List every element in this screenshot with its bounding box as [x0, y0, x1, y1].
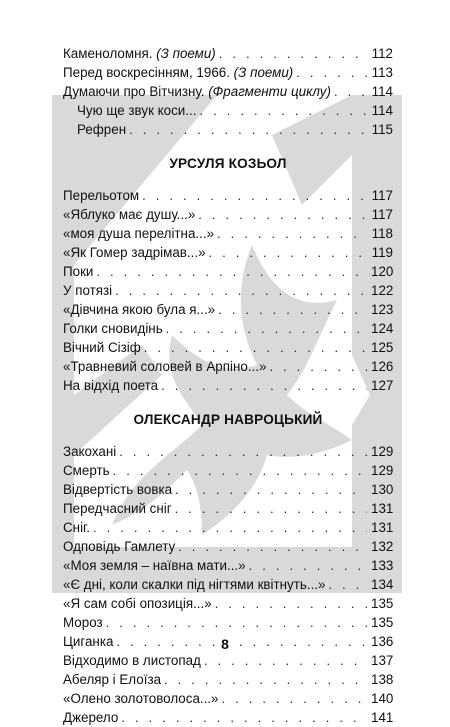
toc-entry: [63, 594, 393, 613]
toc-entry: [63, 186, 393, 205]
dot-leader: [175, 499, 367, 518]
toc-entry-page: 134: [371, 577, 394, 592]
toc-entry: [63, 442, 393, 461]
toc-entry-title-text: «Я сам собі опозиція...»: [63, 596, 212, 611]
dot-leader: [334, 82, 367, 101]
toc-entry-page: 135: [371, 615, 394, 630]
toc-entry: [63, 518, 393, 537]
dot-leader: [175, 480, 367, 499]
toc-entry: [63, 63, 393, 82]
dot-leader: [217, 224, 367, 243]
toc-entry-title-text: «Як Гомер задрімав...»: [63, 245, 206, 260]
toc-entry-title-text: Смерть: [63, 463, 110, 478]
toc-entry: [63, 461, 393, 480]
toc-entry: [63, 480, 393, 499]
toc-entry-title: [63, 651, 201, 670]
toc-entry-title: [63, 556, 246, 575]
toc-entry: [63, 357, 393, 376]
dot-leader: [204, 651, 367, 670]
dot-leader: [209, 243, 367, 262]
table-of-contents: [63, 44, 393, 727]
toc-entry-title-text: Вічний Сізіф: [63, 340, 141, 355]
dot-leader: [106, 613, 367, 632]
toc-entry-title: [63, 300, 215, 319]
toc-entry-title: [63, 575, 325, 594]
dot-leader: [199, 101, 367, 120]
toc-entry-page: 138: [371, 672, 394, 687]
toc-entry-page: 114: [371, 84, 393, 99]
dot-leader: [115, 281, 367, 300]
toc-entry-page: 131: [371, 520, 394, 535]
toc-entry-page: 119: [371, 245, 393, 260]
toc-entry-title-text: Циганка: [63, 634, 114, 649]
toc-entry: [63, 243, 393, 262]
toc-entry-title: [63, 461, 110, 480]
toc-entry-title: [63, 338, 141, 357]
toc-entry: [63, 205, 393, 224]
toc-entry-page: 126: [371, 359, 394, 374]
dot-leader: [129, 120, 367, 139]
toc-entry: [63, 262, 393, 281]
toc-entry-title: [63, 518, 90, 537]
toc-entry-page: 120: [371, 264, 394, 279]
toc-entry: [63, 82, 393, 101]
page-number: 8: [221, 636, 229, 652]
toc-entry-title: [63, 480, 172, 499]
toc-entry-title-text: Поки: [63, 264, 94, 279]
toc-entry-title-text: «Яблуко має душу...»: [63, 207, 196, 222]
dot-leader: [161, 376, 367, 395]
toc-entry-page: 124: [371, 321, 394, 336]
toc-entry-title-text: Голки сновидінь: [63, 321, 163, 336]
toc-entry-title: [63, 376, 158, 395]
toc-entry: [63, 556, 393, 575]
toc-entry-title-text: На відхід поета: [63, 378, 159, 393]
toc-entry-title: [63, 44, 216, 63]
toc-entry-title: [63, 262, 93, 281]
toc-entry-note: (З поеми): [233, 65, 294, 80]
toc-entry-title: [63, 670, 161, 689]
toc-entry: [63, 575, 393, 594]
toc-entry: [63, 537, 393, 556]
toc-entry: [63, 101, 393, 120]
toc-entry-title: [63, 224, 214, 243]
dot-leader: [198, 205, 367, 224]
toc-entry-page: 130: [371, 482, 394, 497]
toc-entry-title-text: Сніг.: [63, 520, 91, 535]
toc-entry-title-text: Відвертість вовка: [63, 482, 173, 497]
dot-leader: [93, 518, 367, 537]
toc-entry: [63, 670, 393, 689]
toc-entry-title: [63, 689, 219, 708]
toc-entry-title: [63, 499, 172, 518]
toc-entry-title: [77, 101, 196, 120]
toc-entry-page: 118: [371, 226, 393, 241]
dot-leader: [144, 338, 367, 357]
toc-entry-title-text: «Олено золотоволоса...»: [63, 691, 219, 706]
toc-entry-title: [63, 186, 139, 205]
toc-entry: [63, 499, 393, 518]
toc-entry-page: 125: [371, 340, 394, 355]
dot-leader: [164, 670, 367, 689]
toc-entry-title: [63, 357, 266, 376]
toc-entry-page: 129: [371, 463, 394, 478]
toc-entry-title-text: Абеляр і Елоїза: [63, 672, 162, 687]
dot-leader: [96, 262, 367, 281]
toc-entry-note: (З поеми): [156, 46, 216, 61]
dot-leader: [166, 319, 367, 338]
dot-leader: [215, 594, 367, 613]
toc-entry-page: 113: [371, 65, 393, 80]
toc-entry-page: 131: [371, 501, 394, 516]
toc-entry-title-text: Мороз: [63, 615, 103, 630]
toc-entry-title: [63, 442, 116, 461]
toc-entry-page: 122: [371, 283, 394, 298]
dot-leader: [178, 537, 367, 556]
toc-entry-page: 133: [371, 558, 394, 573]
toc-entry: [63, 300, 393, 319]
toc-entry-title: [63, 319, 163, 338]
toc-entry-title-text: Перед воскресінням, 1966.: [63, 65, 230, 80]
toc-entry-page: 123: [371, 302, 394, 317]
toc-entry-title: [63, 205, 195, 224]
toc-entry: [63, 708, 393, 727]
dot-leader: [119, 442, 367, 461]
toc-entry: [63, 613, 393, 632]
toc-entry-title: [63, 281, 112, 300]
toc-entry-title-text: Закохані: [63, 444, 117, 459]
toc-entry: [63, 44, 393, 63]
toc-entry-title-text: Перельотом: [63, 188, 140, 203]
toc-entry-note: (Фрагменти циклу): [208, 84, 331, 99]
toc-entry-title-text: «Моя земля – наївна мати...»: [63, 558, 246, 573]
toc-entry-title: [63, 537, 175, 556]
toc-entry: [63, 689, 393, 708]
toc-entry: [63, 338, 393, 357]
toc-entry-title: [63, 243, 206, 262]
dot-leader: [121, 708, 367, 727]
toc-entry: [63, 319, 393, 338]
dot-leader: [328, 575, 367, 594]
section-heading: ОЛЕКСАНДР НАВРОЦЬКИЙ: [133, 412, 323, 427]
toc-entry-title-text: У потязі: [63, 283, 113, 298]
toc-entry-title-text: Передчасний сніг: [63, 501, 172, 516]
toc-entry-page: 114: [371, 103, 393, 118]
toc-entry-title: [77, 120, 126, 139]
toc-entry-title-text: Каменоломня.: [63, 46, 153, 61]
toc-entry-title-text: «моя душа перелітна...»: [63, 226, 215, 241]
toc-entry-page: 115: [371, 122, 393, 137]
toc-entry: [63, 224, 393, 243]
dot-leader: [218, 300, 367, 319]
toc-entry-page: 136: [371, 634, 394, 649]
toc-entry-title-text: «Є дні, коли скалки під нігтями квітнуть...»: [63, 577, 326, 592]
toc-entry-page: 132: [371, 539, 394, 554]
toc-entry-title: [63, 708, 118, 727]
toc-entry-title-text: «Дівчина якою була я...»: [63, 302, 216, 317]
dot-leader: [249, 556, 367, 575]
toc-entry-page: 137: [371, 653, 394, 668]
toc-entry: [63, 651, 393, 670]
toc-entry-title-text: Рефрен: [77, 122, 127, 137]
dot-leader: [222, 689, 367, 708]
toc-entry: [63, 281, 393, 300]
toc-entry-title-text: Одповідь Гамлету: [63, 539, 176, 554]
section-heading: УРСУЛЯ КОЗЬОЛ: [169, 156, 287, 171]
toc-entry-page: 117: [371, 188, 393, 203]
toc-entry: [63, 120, 393, 139]
dot-leader: [269, 357, 367, 376]
toc-entry-title-text: Думаючи про Вітчизну.: [63, 84, 205, 99]
toc-entry-page: 117: [371, 207, 393, 222]
toc-entry-page: 129: [371, 444, 394, 459]
toc-entry-page: 140: [371, 691, 394, 706]
toc-entry-page: 127: [371, 378, 394, 393]
dot-leader: [219, 44, 367, 63]
toc-entry-title: [63, 82, 331, 101]
toc-entry-title-text: Відходимо в листопад: [63, 653, 201, 668]
toc-entry-title-text: «Травневий соловей в Арпіно...»: [63, 359, 267, 374]
toc-entry-title: [63, 63, 293, 82]
toc-entry-title-text: Чую ще звук коси...: [77, 103, 197, 118]
dot-leader: [296, 63, 367, 82]
toc-entry-page: 141: [371, 710, 394, 725]
toc-entry-page: 112: [371, 46, 393, 61]
dot-leader: [142, 186, 367, 205]
toc-entry: [63, 376, 393, 395]
dot-leader: [113, 461, 367, 480]
toc-entry-page: 135: [371, 596, 394, 611]
toc-entry-title: [63, 594, 212, 613]
toc-entry-title-text: Джерело: [63, 710, 119, 725]
toc-entry-title: [63, 613, 103, 632]
